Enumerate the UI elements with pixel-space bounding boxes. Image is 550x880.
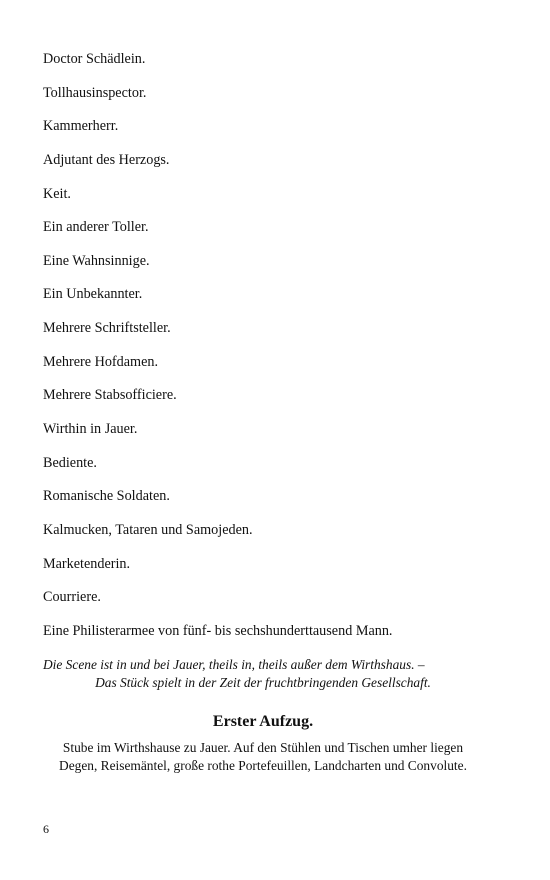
book-page [43,0,483,880]
cast-item: Ein anderer Toller. [43,219,149,236]
cast-item: Marketenderin. [43,555,131,572]
cast-item: Romanische Soldaten. [43,488,170,505]
cast-item: Mehrere Schriftsteller. [43,320,171,337]
cast-item: Kalmucken, Tataren und Samojeden. [43,521,253,538]
cast-item: Mehrere Hofdamen. [43,353,159,370]
cast-item: Adjutant des Herzogs. [43,151,170,168]
cast-item: Eine Wahnsinnige. [43,252,150,269]
cast-item: Bediente. [43,454,97,471]
cast-item: Ein Unbekannter. [43,286,143,303]
cast-item: Keit. [43,185,71,202]
cast-item: Tollhausinspector. [43,84,147,101]
cast-item: Eine Philisterarmee von fünf- bis sechshunderttausend Mann. [43,622,393,639]
cast-item: Kammerherr. [43,118,119,135]
page-number: 6 [43,822,49,836]
cast-list [43,50,483,656]
stage-direction: Stube im Wirthshause zu Jauer. Auf den Stühlen und Tischen umher liegen Degen, Reisemäntel, große rothe Portefeuillen, Landcharten und Convolute. [59,740,467,773]
cast-item: Courriere. [43,589,101,606]
cast-item: Mehrere Stabsofficiere. [43,387,177,404]
scene-note-line-2: Das Stück spielt in der Zeit der fruchtbringenden Gesellschaft. [95,675,431,690]
act-title: Erster Aufzug. [212,713,314,730]
cast-item: Doctor Schädlein. [43,51,146,67]
scene-note [43,656,483,692]
cast-item: Wirthin in Jauer. [43,421,138,438]
scene-note-line-1: Die Scene ist in und bei Jauer, theils in, theils außer dem Wirthshaus. – [43,657,425,672]
